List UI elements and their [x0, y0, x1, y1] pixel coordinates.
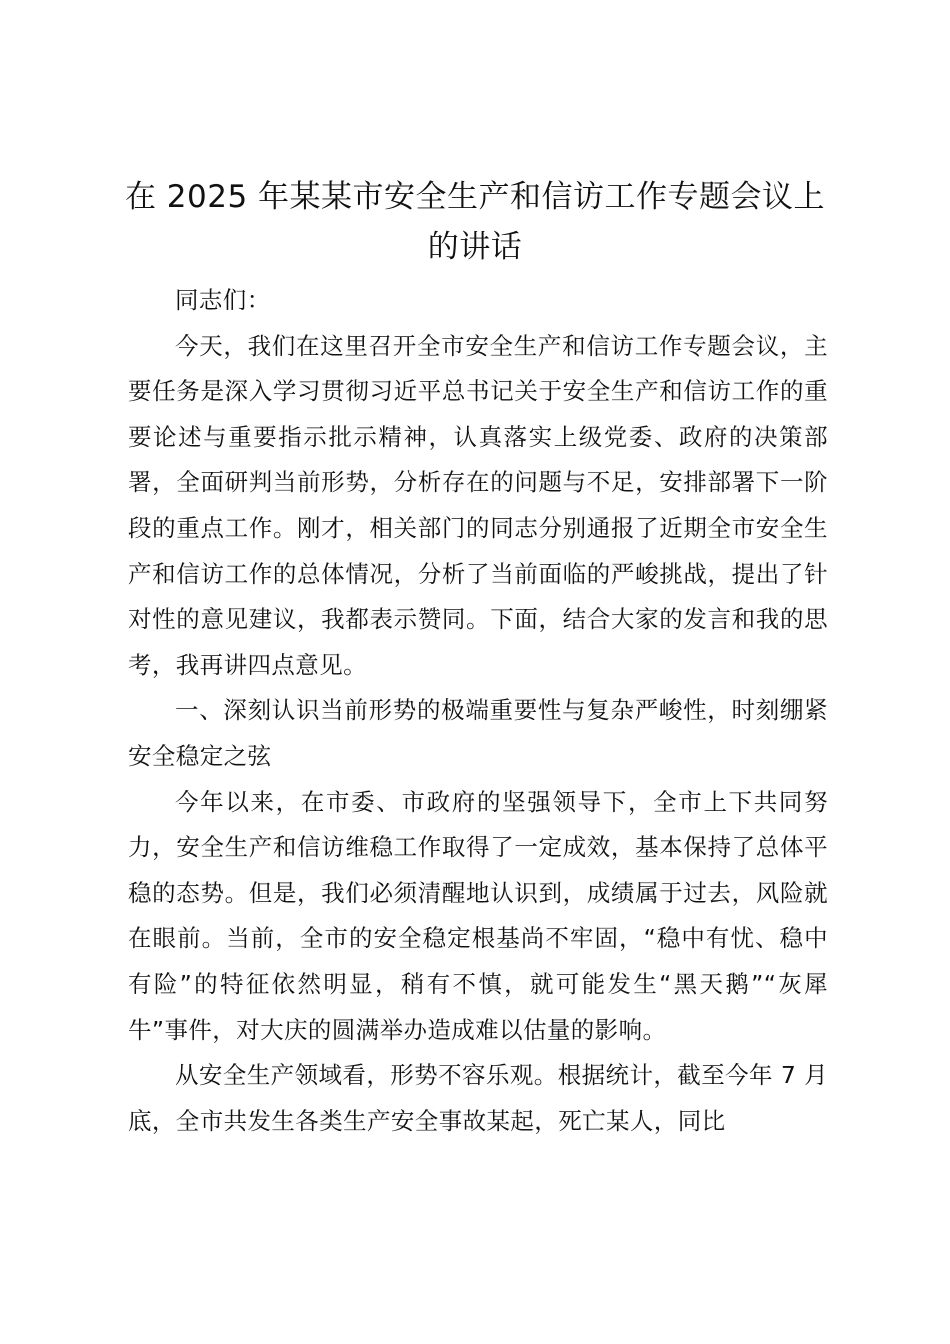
section-heading-1: 一、深刻认识当前形势的极端重要性与复杂严峻性，时刻绷紧安全稳定之弦	[128, 696, 828, 770]
paragraph-situation: 今年以来，在市委、市政府的坚强领导下，全市上下共同努力，安全生产和信访维稳工作取得了一定成效，基本保持了总体平稳的态势。但是，我们必须清醒地认识到，成绩属于过去，风险就在眼前。当前，全市的安全稳定根基尚不牢固，“稳中有忧、稳中有险”的特征依然明显，稍有不慎，就可能发生“黑天鹅”“灰犀牛”事件，对大庆的圆满举办造成难以估量的影响。	[128, 787, 828, 1044]
document-title: 在 2025 年某某市安全生产和信访工作专题会议上的讲话	[124, 179, 826, 265]
salutation: 同志们：	[175, 286, 271, 314]
intro-paragraph: 今天，我们在这里召开全市安全生产和信访工作专题会议，主要任务是深入学习贯彻习近平总书记关于安全生产和信访工作的重要论述与重要指示批示精神，认真落实上级党委、政府的决策部署，全面研判当前形势，分析存在的问题与不足，安排部署下一阶段的重点工作。刚才，相关部门的同志分别通报了近期全市安全生产和信访工作的总体情况，分析了当前面临的严峻挑战，提出了针对性的意见建议，我都表示赞同。下面，结合大家的发言和我的思考，我再讲四点意见。	[128, 331, 828, 679]
document-body	[128, 278, 828, 1144]
paragraph-safety-production: 从安全生产领域看，形势不容乐观。根据统计，截至今年 7 月底，全市共发生各类生产安全事故某起，死亡某人，同比	[128, 1061, 828, 1135]
